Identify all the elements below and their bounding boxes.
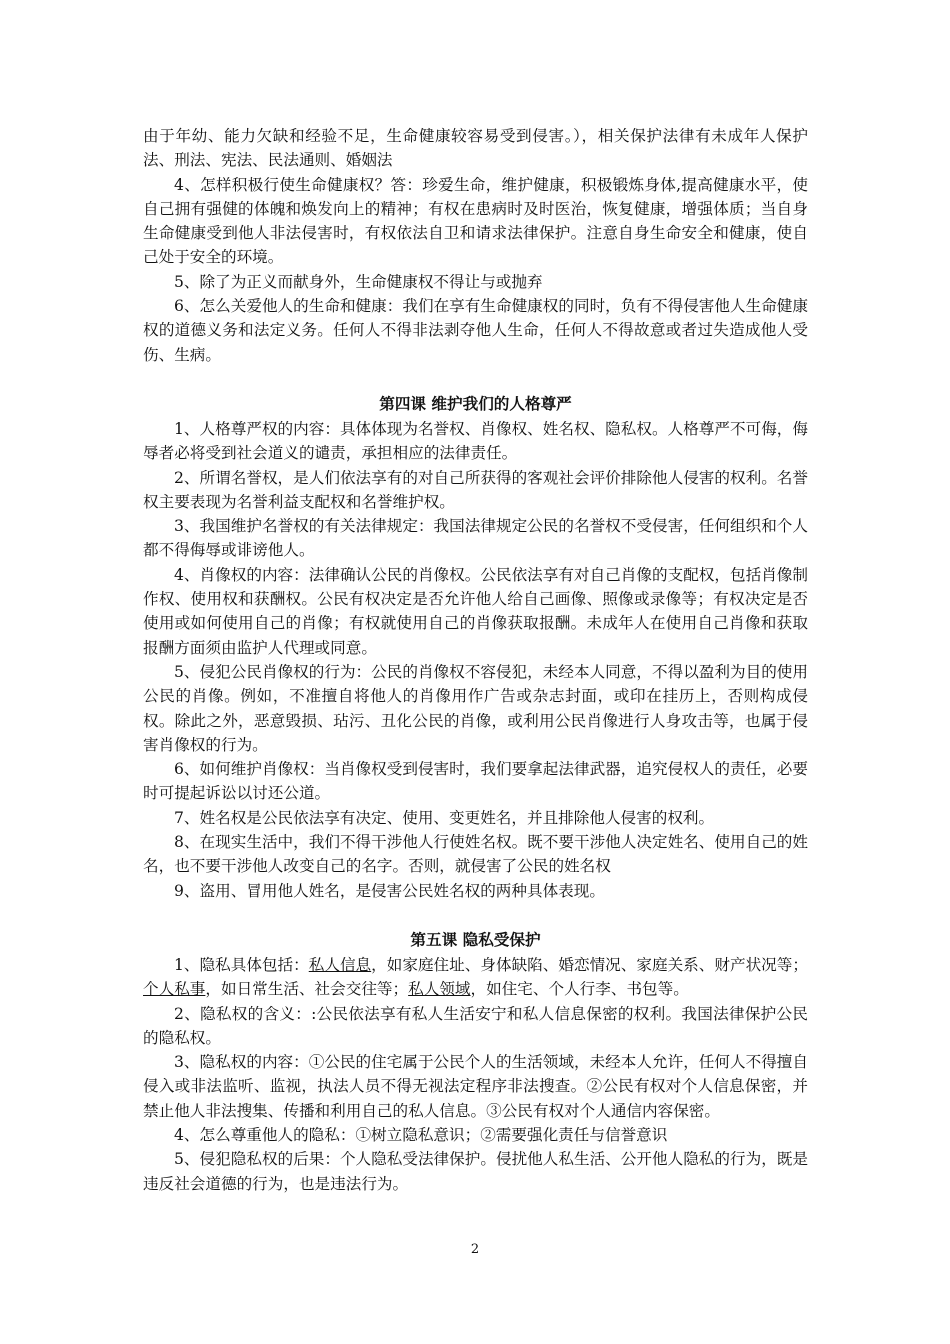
list-item: 3、我国维护名誉权的有关法律规定：我国法律规定公民的名誉权不受侵害，任何组织和个人都不得侮辱或诽谤他人。: [143, 517, 808, 560]
list-item: 2、所谓名誉权，是人们依法享有的对自己所获得的客观社会评价排除他人侵害的权利。名誉权主要表现为名誉利益支配权和名誉维护权。: [143, 468, 808, 511]
list-item: 2、隐私权的含义：:公民依法享有私人生活安宁和私人信息保密的权利。我国法律保护公民的隐私权。: [143, 1004, 808, 1047]
page-body: [143, 124, 808, 1196]
list-item: 4、怎么尊重他人的隐私：①树立隐私意识；②需要强化责任与信誉意识: [174, 1125, 668, 1144]
item-prefix: 1、隐私具体包括：: [174, 955, 309, 974]
list-item: 4、怎样积极行使生命健康权？答：珍爱生命，维护健康，积极锻炼身体,提高健康水平，使自己拥有强健的体魄和焕发向上的精神；有权在患病时及时医治，恢复健康，增强体质；当自身生命健康受到他人非法侵害时，有权依法自卫和请求法律保护。注意自身生命安全和健康，使自己处于安全的环境。: [143, 175, 808, 267]
page-number: 2: [470, 1242, 480, 1257]
lesson-4-heading: 第四课 维护我们的人格尊严: [379, 393, 572, 413]
list-item: 5、除了为正义而献身外，生命健康权不得让与或抛弃: [174, 272, 543, 291]
list-item: 5、侵犯隐私权的后果：个人隐私受法律保护。侵扰他人私生活、公开他人隐私的行为，既是违反社会道德的行为，也是违法行为。: [143, 1150, 808, 1193]
list-item: 9、盗用、冒用他人姓名，是侵害公民姓名权的两种具体表现。: [174, 881, 605, 900]
list-item: 6、怎么关爱他人的生命和健康：我们在享有生命健康权的同时，负有不得侵害他人生命健康权的道德义务和法定义务。任何人不得非法剥夺他人生命，任何人不得故意或者过失造成他人受伤、生病。: [143, 297, 808, 364]
list-item: 4、肖像权的内容：法律确认公民的肖像权。公民依法享有对自己肖像的支配权，包括肖像制作权、使用权和获酬权。公民有权决定是否允许他人给自己画像、照像或录像等；有权决定是否使用或如何使用自己的肖像；有权就使用自己的肖像获取报酬。未成年人在使用自己肖像和获取报酬方面须由监护人代理或同意。: [143, 565, 808, 657]
item-text: ，如住宅、个人行李、书包等。: [470, 980, 689, 999]
list-item: [143, 953, 808, 1002]
lesson-5-heading: 第五课 隐私受保护: [410, 929, 541, 949]
underlined-term: 个人私事: [143, 980, 206, 999]
list-item: 7、姓名权是公民依法享有决定、使用、变更姓名，并且排除他人侵害的权利。: [174, 808, 715, 827]
item-text: ，如日常生活、社会交往等；: [205, 980, 409, 999]
list-item: 6、如何维护肖像权：当肖像权受到侵害时，我们要拿起法律武器，追究侵权人的责任，必要时可提起诉讼以讨还公道。: [143, 760, 808, 803]
underlined-term: 私人领域: [408, 980, 471, 999]
list-item: 3、隐私权的内容：①公民的住宅属于公民个人的生活领域，未经本人允许，任何人不得擅自侵入或非法监听、监视，执法人员不得无视法定程序非法搜查。②公民有权对个人信息保密，并禁止他人非法搜集、传播和利用自己的私人信息。③公民有权对个人通信内容保密。: [143, 1053, 808, 1120]
list-item: 8、在现实生活中，我们不得干涉他人行使姓名权。既不要干涉他人决定姓名、使用自己的姓名，也不要干涉他人改变自己的名字。否则，就侵害了公民的姓名权: [143, 833, 808, 876]
continuation-paragraph: 由于年幼、能力欠缺和经验不足，生命健康较容易受到侵害。），相关保护法律有未成年人保护法、刑法、宪法、民法通则、婚姻法: [143, 127, 808, 170]
list-item: 1、人格尊严权的内容：具体体现为名誉权、肖像权、姓名权、隐私权。人格尊严不可侮，侮辱者必将受到社会道义的谴责，承担相应的法律责任。: [143, 419, 808, 463]
underlined-term: 私人信息: [308, 955, 372, 974]
list-item: 5、侵犯公民肖像权的行为：公民的肖像权不容侵犯，未经本人同意，不得以盈利为目的使用公民的肖像。例如，不准擅自将他人的肖像用作广告或杂志封面，或印在挂历上，否则构成侵权。除此之外，恶意毁损、玷污、丑化公民的肖像，或利用公民肖像进行人身攻击等，也属于侵害肖像权的行为。: [143, 662, 808, 754]
item-text: ，如家庭住址、身体缺陷、婚恋情况、家庭关系、财产状况等；: [371, 955, 808, 974]
